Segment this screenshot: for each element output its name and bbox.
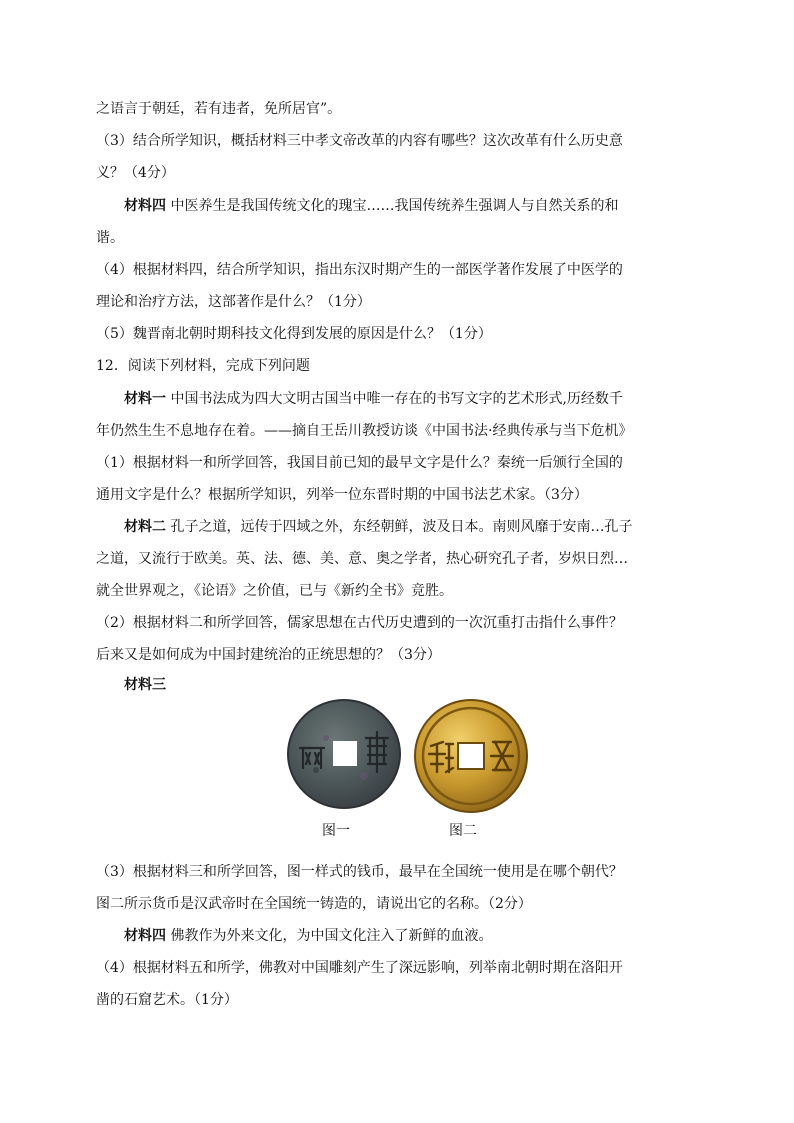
wu-zhu-coin-image [413, 698, 529, 814]
q12-material2-line1 [124, 517, 696, 537]
q12-sub2-line2: 后来又是如何成为中国封建统治的正统思想的？（3分） [96, 647, 441, 663]
figure-2-caption: 图二 [449, 823, 477, 839]
q12-material2-line2: 之道，又流行于欧美。英、法、德、美、意、奥之学者，热心研究孔子者，岁炽日烈… [96, 551, 628, 567]
q11-material4-line1 [124, 196, 696, 216]
figure-1-caption: 图一 [322, 823, 350, 839]
q12-sub2-line1: （2）根据材料二和所学回答，儒家思想在古代历史遭到的一次沉重打击指什么事件？ [96, 615, 623, 631]
material-label: 材料四 [124, 198, 166, 214]
material-label: 材料二 [124, 519, 166, 535]
q12-material1-line2: 年仍然生生不息地存在着。——摘自王岳川教授访谈《中国书法·经典传承与当下危机》 [96, 423, 633, 439]
q12-material3-label: 材料三 [124, 677, 166, 693]
q12-sub4-line2: 凿的石窟艺术。（1分） [96, 992, 238, 1008]
q11-sub4-line1: （4）根据材料四，结合所学知识，指出东汉时期产生的一部医学著作发展了中医学的 [96, 262, 623, 278]
material-text: 孔子之道，远传于四域之外，东经朝鲜，波及日本。南则风靡于安南…孔子 [170, 519, 633, 535]
material-label: 材料四 [124, 928, 166, 944]
q12-material4-line [124, 926, 696, 946]
q12-material1-line1 [124, 389, 696, 409]
q12-sub4-line1: （4）根据材料五和所学，佛教对中国雕刻产生了深远影响，列举南北朝时期在洛阳开 [96, 960, 623, 976]
q12-sub1-line2: 通用文字是什么？根据所学知识，列举一位东晋时期的中国书法艺术家。（3分） [96, 487, 588, 503]
q11-sub5: （5）魏晋南北朝时期科技文化得到发展的原因是什么？（1分） [96, 326, 492, 342]
q11-sub3-line2: 义？（4分） [96, 165, 175, 181]
q11-material4-line2: 谐。 [96, 230, 124, 246]
q12-stem: 12．阅读下列材料，完成下列问题 [96, 358, 310, 374]
q11-continuation: 之语言于朝廷，若有违者，免所居官”。 [96, 101, 342, 117]
material-text: 佛教作为外来文化，为中国文化注入了新鲜的血液。 [170, 928, 493, 944]
q11-sub3-line1: （3）结合所学知识，概括材料三中孝文帝改革的内容有哪些？这次改革有什么历史意 [96, 133, 623, 149]
q12-sub3-line1: （3）根据材料三和所学回答，图一样式的钱币，最早在全国统一使用是在哪个朝代？ [96, 864, 623, 880]
q12-material2-line3: 就全世界观之，《论语》之价值，已与《新约全书》竞胜。 [96, 583, 453, 599]
q11-sub4-line2: 理论和治疗方法，这部著作是什么？（1分） [96, 294, 371, 310]
ban-liang-coin-image [286, 698, 402, 810]
material-text: 中医养生是我国传统文化的瑰宝……我国传统养生强调人与自然关系的和 [170, 198, 619, 214]
material-text: 中国书法成为四大文明古国当中唯一存在的书写文字的艺术形式,历经数千 [170, 391, 623, 407]
q12-sub1-line1: （1）根据材料一和所学回答，我国目前已知的最早文字是什么？秦统一后颁行全国的 [96, 455, 623, 471]
material-label: 材料一 [124, 391, 166, 407]
q12-sub3-line2: 图二所示货币是汉武帝时在全国统一铸造的，请说出它的名称。（2分） [96, 896, 532, 912]
